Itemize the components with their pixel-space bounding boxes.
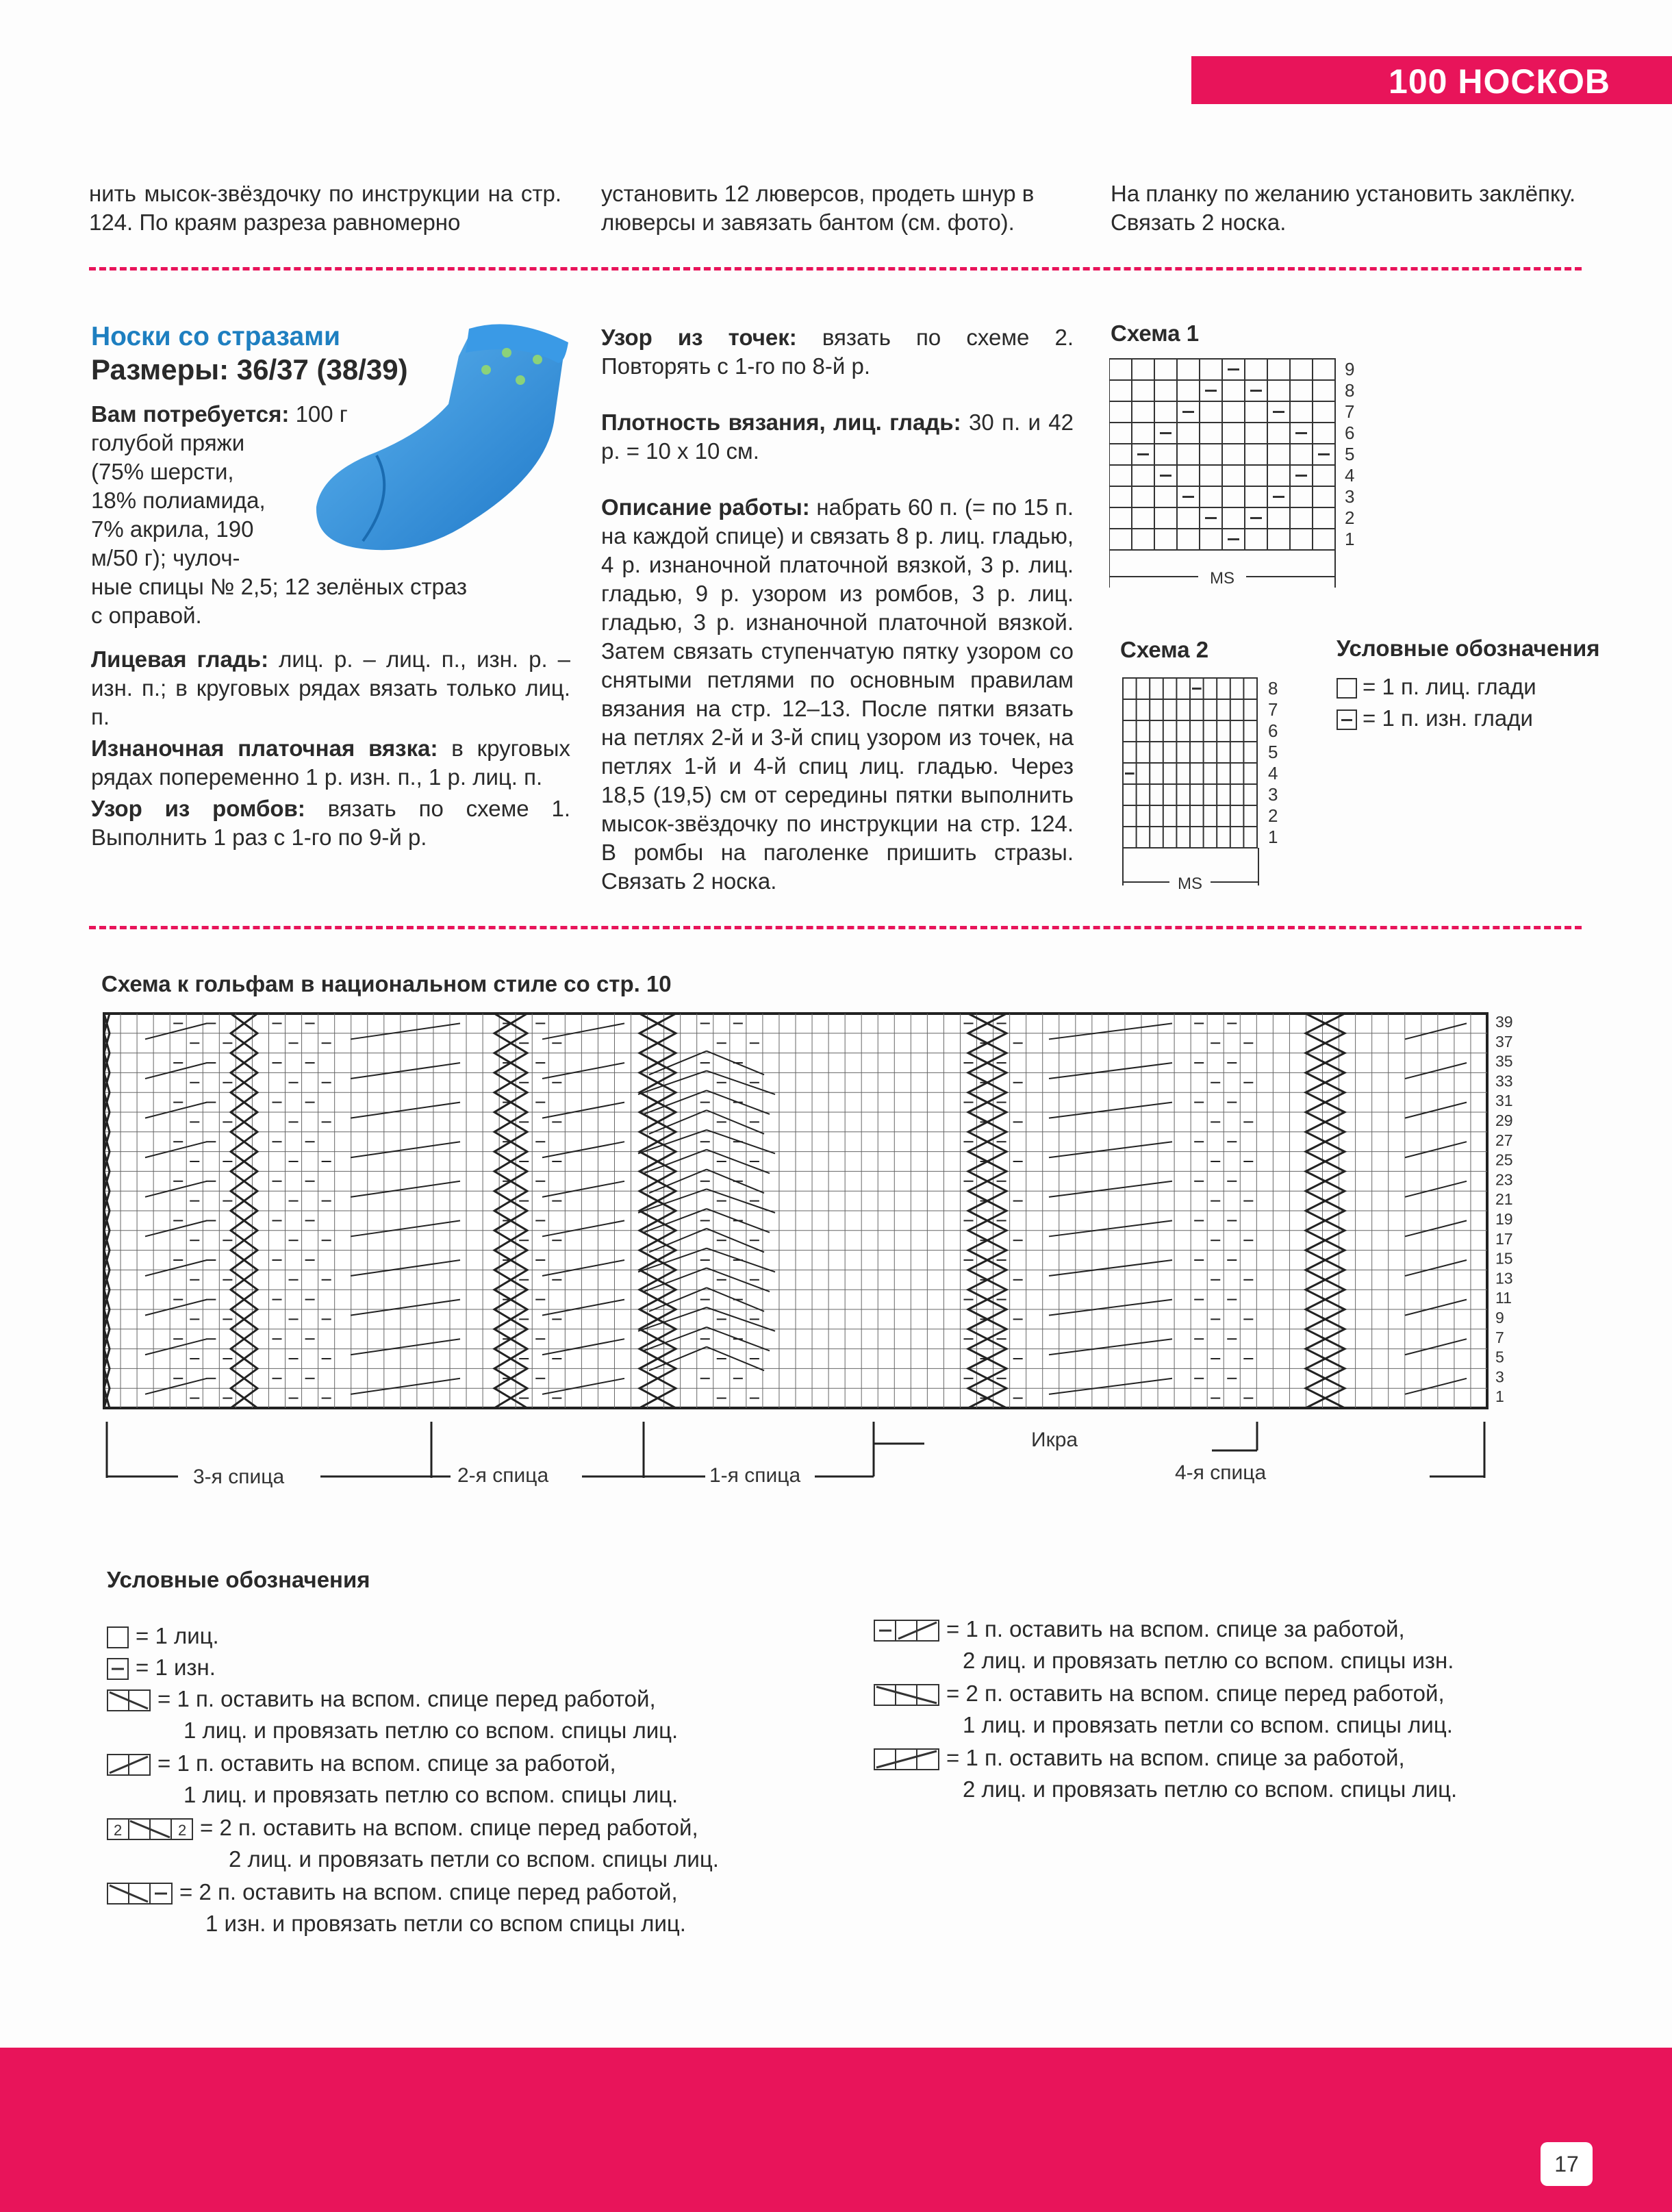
legend-r2-text-b: 1 лиц. и провязать петли со вспом. спицы лиц. bbox=[963, 1712, 1453, 1737]
dots-text: вязать по схеме 2. Повторять с 1-го по 8-й р. bbox=[601, 325, 1074, 379]
legend-knit bbox=[107, 1620, 219, 1652]
face-text: лиц. р. – лиц. п., изн. р. – изн. п.; в круговых рядах вязать только лиц. п. bbox=[91, 646, 571, 729]
scheme2-title: Схема 2 bbox=[1120, 637, 1209, 662]
cable-1x2-back-purl-icon bbox=[874, 1620, 939, 1642]
legend-2x2-text-b: 2 лиц. и провязать петли со вспом. спицы лиц. bbox=[229, 1846, 719, 1872]
big-chart-row-label: 5 bbox=[1495, 1348, 1504, 1366]
magazine-title: 100 НОСКОВ bbox=[1389, 62, 1610, 101]
legend-cross-back-text-b: 1 лиц. и провязать петлю со вспом. спицы лиц. bbox=[183, 1782, 679, 1807]
scheme2-chart bbox=[1122, 677, 1293, 892]
big-chart-row-label: 31 bbox=[1495, 1092, 1513, 1110]
scheme2-row-label: 8 bbox=[1268, 678, 1278, 699]
legend-2x2-cross bbox=[107, 1812, 698, 1844]
legend-2x1-purl-cross bbox=[107, 1876, 678, 1908]
legend-r3-text-a: = 1 п. оставить на вспом. спице за работой, bbox=[946, 1745, 1405, 1770]
cable-1x2-back-icon bbox=[874, 1748, 939, 1770]
sock-photo bbox=[301, 315, 575, 562]
face-label: Лицевая гладь: bbox=[91, 646, 269, 672]
rhomb-label: Узор из ромбов: bbox=[91, 796, 305, 821]
needs-text-8: с оправой. bbox=[91, 603, 202, 628]
needs-text-1: 100 г bbox=[295, 401, 348, 427]
needs-text-7: ные спицы № 2,5; 12 зелёных страз bbox=[91, 574, 468, 599]
scheme1-row-label: 1 bbox=[1345, 529, 1355, 549]
footer-bar bbox=[0, 2048, 1672, 2212]
top-column-1: нить мысок-звёздочку по инструкции на стр. 124. По краям разреза равномерно bbox=[89, 181, 561, 235]
scheme1-ms: MS bbox=[1210, 569, 1234, 588]
header-bar bbox=[1191, 56, 1672, 104]
page-number: 17 bbox=[1541, 2142, 1593, 2186]
legend-small-item1: = 1 п. лиц. глади bbox=[1363, 674, 1536, 699]
legend-small bbox=[1337, 636, 1624, 734]
scheme1-row-label: 2 bbox=[1345, 507, 1355, 528]
scheme1-row-label: 6 bbox=[1345, 423, 1355, 443]
legend-2x1-text-b: 1 изн. и провязать петли со вспом спицы лиц. bbox=[205, 1911, 686, 1936]
big-chart-row-label: 1 bbox=[1495, 1387, 1504, 1406]
scheme2-row-label: 1 bbox=[1268, 827, 1278, 847]
purl-square-icon bbox=[1337, 709, 1357, 730]
needs-text-3: (75% шерсти, bbox=[91, 459, 234, 484]
cross-right-icon bbox=[107, 1754, 151, 1776]
needle-2-label: 2-я спица bbox=[457, 1464, 549, 1487]
knit-square-icon bbox=[107, 1626, 129, 1648]
article-title: Носки со стразами bbox=[91, 322, 341, 351]
legend-cross-front bbox=[107, 1683, 656, 1715]
garter-label: Изнаночная платочная вязка: bbox=[91, 736, 438, 761]
scheme1-row-label: 4 bbox=[1345, 465, 1355, 486]
top-column-2: установить 12 люверсов, продеть шнур в люверсы и завязать бантом (см. фото). bbox=[601, 181, 1035, 235]
legend-cross-front-text-a: = 1 п. оставить на вспом. спице перед работой, bbox=[157, 1686, 656, 1711]
legend-purl bbox=[107, 1652, 216, 1683]
legend-2x2-text-a: = 2 п. оставить на вспом. спице перед работой, bbox=[200, 1815, 698, 1840]
legend-small-title: Условные обозначения bbox=[1337, 636, 1600, 661]
big-chart-row-label: 23 bbox=[1495, 1170, 1513, 1189]
dots-label: Узор из точек: bbox=[601, 325, 797, 350]
scheme2-ms: MS bbox=[1178, 875, 1202, 892]
scheme1-chart bbox=[1109, 356, 1376, 592]
legend-cross-back-text-a: = 1 п. оставить на вспом. спице за работой, bbox=[157, 1750, 616, 1776]
scheme2-row-label: 2 bbox=[1268, 805, 1278, 826]
scheme1-title: Схема 1 bbox=[1111, 321, 1200, 346]
big-chart-row-label: 33 bbox=[1495, 1072, 1513, 1090]
big-chart-row-label: 19 bbox=[1495, 1210, 1513, 1228]
big-chart-row-label: 15 bbox=[1495, 1249, 1513, 1268]
cable-2x2-icon bbox=[107, 1818, 193, 1840]
legend-r2 bbox=[874, 1678, 1445, 1709]
purl-square-icon bbox=[107, 1658, 129, 1680]
top-column-3: На планку по желанию установить заклёпку. Связать 2 носка. bbox=[1111, 181, 1576, 235]
big-chart-row-label: 3 bbox=[1495, 1368, 1504, 1386]
big-chart-row-label: 25 bbox=[1495, 1151, 1513, 1169]
desc-text: набрать 60 п. (= по 15 п. на каждой спице) и связать 8 р. лиц. гладью, 4 р. изнаночной платочной вязкой, 3 р. лиц. гладью, 9 р. узором из ромбов, 3 р. лиц. гладью, 3 р. изнаночной платочной вязкой. Затем связать ступенчатую пятку узором со снятыми петлями по основным правилам вязания на стр. 12–13. После пятки вязать на петлях 2-й и 3-й спиц узором из точек, на петлях 1-й и 4-й спиц лиц. гладью. Через 18,5 (19,5) см от середины пятки выполнить мысок-звёздочку по инструкции на стр. 124. В ромбы на паголенке пришить стразы. Связать 2 носка. bbox=[601, 494, 1074, 894]
big-chart-row-label: 35 bbox=[1495, 1052, 1513, 1070]
legend-r2-text-a: = 2 п. оставить на вспом. спице перед работой, bbox=[946, 1681, 1445, 1706]
legend-knit-text: = 1 лиц. bbox=[136, 1623, 219, 1648]
scheme2-row-label: 7 bbox=[1268, 699, 1278, 720]
legend-cross-front-text-b: 1 лиц. и провязать петлю со вспом. спицы лиц. bbox=[183, 1718, 679, 1743]
big-chart-row-label: 7 bbox=[1495, 1328, 1504, 1346]
scheme2-row-label: 3 bbox=[1268, 784, 1278, 805]
big-chart-row-label: 29 bbox=[1495, 1111, 1513, 1129]
scheme1-row-label: 8 bbox=[1345, 380, 1355, 401]
legend-purl-text: = 1 изн. bbox=[136, 1655, 216, 1680]
article-middle-column bbox=[601, 323, 1074, 896]
needs-text-6: м/50 г); чулоч- bbox=[91, 545, 240, 570]
svg-text:2: 2 bbox=[114, 1822, 123, 1839]
scheme2-row-label: 6 bbox=[1268, 720, 1278, 741]
cross-left-icon bbox=[107, 1689, 151, 1711]
density-text: 30 п. и 42 р. = 10 х 10 см. bbox=[601, 410, 1074, 464]
big-chart-row-label: 9 bbox=[1495, 1309, 1504, 1327]
scheme1-row-label: 7 bbox=[1345, 401, 1355, 422]
big-knitting-chart bbox=[103, 1012, 1561, 1492]
legend-r1-text-b: 2 лиц. и провязать петлю со вспом. спицы изн. bbox=[963, 1648, 1454, 1673]
needle-4-label: 4-я спица bbox=[1175, 1461, 1267, 1484]
scheme2-row-label: 5 bbox=[1268, 742, 1278, 762]
legend-2x1-text-a: = 2 п. оставить на вспом. спице перед работой, bbox=[179, 1879, 678, 1905]
big-chart-title: Схема к гольфам в национальном стиле со стр. 10 bbox=[101, 971, 672, 996]
big-chart-row-label: 17 bbox=[1495, 1229, 1513, 1248]
needs-text-5: 7% акрила, 190 bbox=[91, 516, 254, 542]
svg-text:2: 2 bbox=[178, 1822, 187, 1839]
legend-r1-text-a: = 1 п. оставить на вспом. спице за работой, bbox=[946, 1616, 1405, 1642]
big-chart-row-label: 11 bbox=[1495, 1289, 1512, 1307]
legend-r1 bbox=[874, 1613, 1405, 1645]
scheme2-row-label: 4 bbox=[1268, 763, 1278, 783]
legend-cross-back bbox=[107, 1748, 616, 1779]
needle-1-label: 1-я спица bbox=[709, 1464, 801, 1487]
desc-label: Описание работы: bbox=[601, 494, 810, 520]
big-chart-row-label: 21 bbox=[1495, 1190, 1513, 1209]
big-chart-row-label: 27 bbox=[1495, 1131, 1513, 1149]
legend-r3-text-b: 2 лиц. и провязать петлю со вспом. спицы лиц. bbox=[963, 1776, 1458, 1802]
cable-2x1-purl-icon bbox=[107, 1883, 173, 1905]
needle-3-label: 3-я спица bbox=[193, 1466, 285, 1488]
legend-small-item2: = 1 п. изн. глади bbox=[1363, 705, 1533, 731]
knit-square-icon bbox=[1337, 678, 1357, 699]
big-chart-row-label: 39 bbox=[1495, 1013, 1513, 1031]
legend-r3 bbox=[874, 1742, 1405, 1774]
scheme1-row-label: 5 bbox=[1345, 444, 1355, 464]
cable-2x1-front-icon bbox=[874, 1684, 939, 1706]
scheme1-row-label: 9 bbox=[1345, 359, 1355, 379]
big-chart-row-label: 13 bbox=[1495, 1269, 1513, 1287]
rhomb-text: вязать по схеме 1. Выполнить 1 раз с 1-го по 9-й р. bbox=[91, 796, 571, 850]
article-sizes: Размеры: 36/37 (38/39) bbox=[91, 353, 408, 386]
calf-label: Икра bbox=[1031, 1429, 1078, 1451]
needs-text-2: голубой пряжи bbox=[91, 430, 245, 455]
needs-label: Вам потребуется: bbox=[91, 401, 290, 427]
needs-text-4: 18% полиамида, bbox=[91, 488, 266, 513]
legend-big-title: Условные обозначения bbox=[107, 1567, 370, 1592]
density-label: Плотность вязания, лиц. гладь: bbox=[601, 410, 961, 435]
scheme1-row-label: 3 bbox=[1345, 486, 1355, 507]
garter-text: в круговых рядах попеременно 1 р. изн. п., 1 р. лиц. п. bbox=[91, 736, 570, 790]
divider-1 bbox=[89, 267, 1582, 271]
big-chart-row-label: 37 bbox=[1495, 1032, 1513, 1051]
divider-2 bbox=[89, 926, 1582, 929]
